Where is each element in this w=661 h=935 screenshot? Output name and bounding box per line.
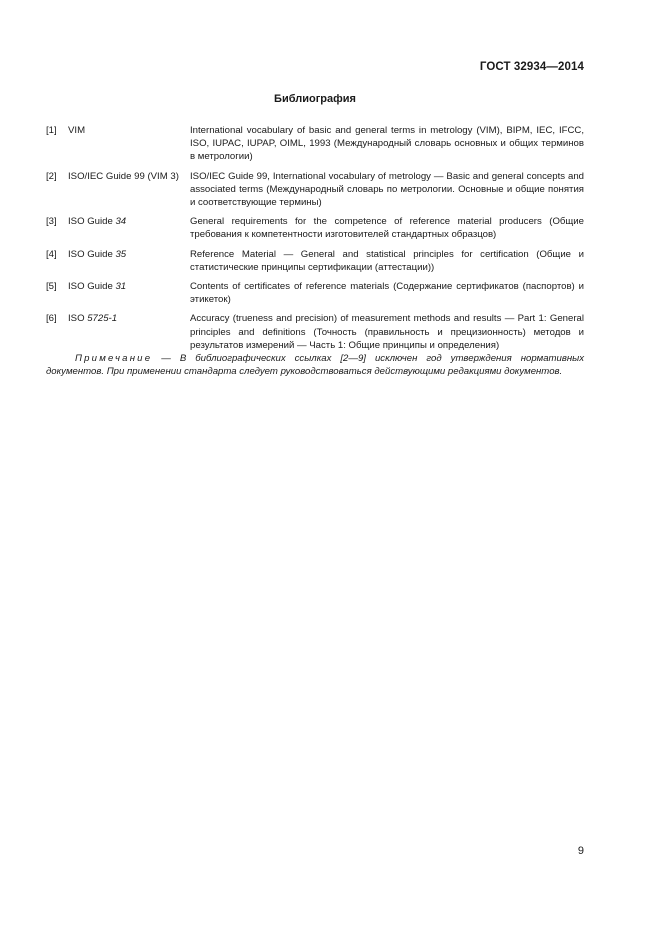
entry-description: Reference Material — General and statistical principles for certification (Общие и статистические принципы сертификации (аттестации)) (190, 248, 584, 273)
entry-description: Contents of certificates of reference materials (Содержание сертификатов (паспортов) и этикеток) (190, 281, 584, 306)
bibliography-entry (46, 215, 584, 241)
entry-description: Accuracy (trueness and precision) of measurement methods and results — Part 1: General principles and definitions (Точность (правильность и прецизионность) методов и результатов измерений — Часть 1: Общие принципы и определения) (190, 313, 584, 351)
bibliography-entry (46, 124, 584, 164)
entry-reference: ISO 5725-1 (68, 313, 118, 325)
entry-description: International vocabulary of basic and general terms in metrology (VIM), BIPM, IEC, IFCC, ISO, IUPAC, IUPAP, OIML, 1993 (Международный словарь основных и общих терминов в метрологии) (190, 125, 584, 163)
entry-number: [1] (46, 125, 57, 136)
note-paragraph (46, 352, 584, 379)
section-title: Библиография (274, 93, 356, 105)
note-label: Примечание (75, 353, 153, 364)
entry-description: General requirements for the competence of reference material producers (Общие требования к компетентности изготовителей стандартных образцов) (190, 216, 584, 241)
document-code: ГОСТ 32934—2014 (479, 61, 584, 73)
entry-number: [5] (46, 281, 57, 293)
entry-number: [6] (46, 313, 57, 325)
bibliography-entry (46, 312, 584, 352)
note-text: — В библиографических ссылках [2—9] исключен год утверждения нормативных документов. При применении стандарта следует руководствоваться действующими редакциями документов. (46, 353, 584, 378)
bibliography-entry (46, 248, 584, 274)
entry-reference: ISO Guide 34 (68, 216, 127, 228)
entry-reference: ISO/IEC Guide 99 (VIM 3) (68, 170, 179, 182)
page-number: 9 (577, 845, 584, 857)
entry-description: ISO/IEC Guide 99, International vocabulary of metrology — Basic and general concepts and associated terms (Международный словарь по метрологии. Основные и общие понятия и соответствующие термины) (190, 170, 584, 209)
entry-reference: VIM (68, 125, 86, 136)
entry-number: [3] (46, 216, 57, 228)
entry-number: [2] (46, 170, 57, 182)
bibliography-entry (46, 280, 584, 306)
bibliography-entry (46, 170, 584, 210)
bibliography-list (46, 124, 584, 358)
entry-number: [4] (46, 248, 57, 260)
entry-reference: ISO Guide 31 (68, 281, 127, 293)
entry-reference: ISO Guide 35 (68, 248, 127, 260)
